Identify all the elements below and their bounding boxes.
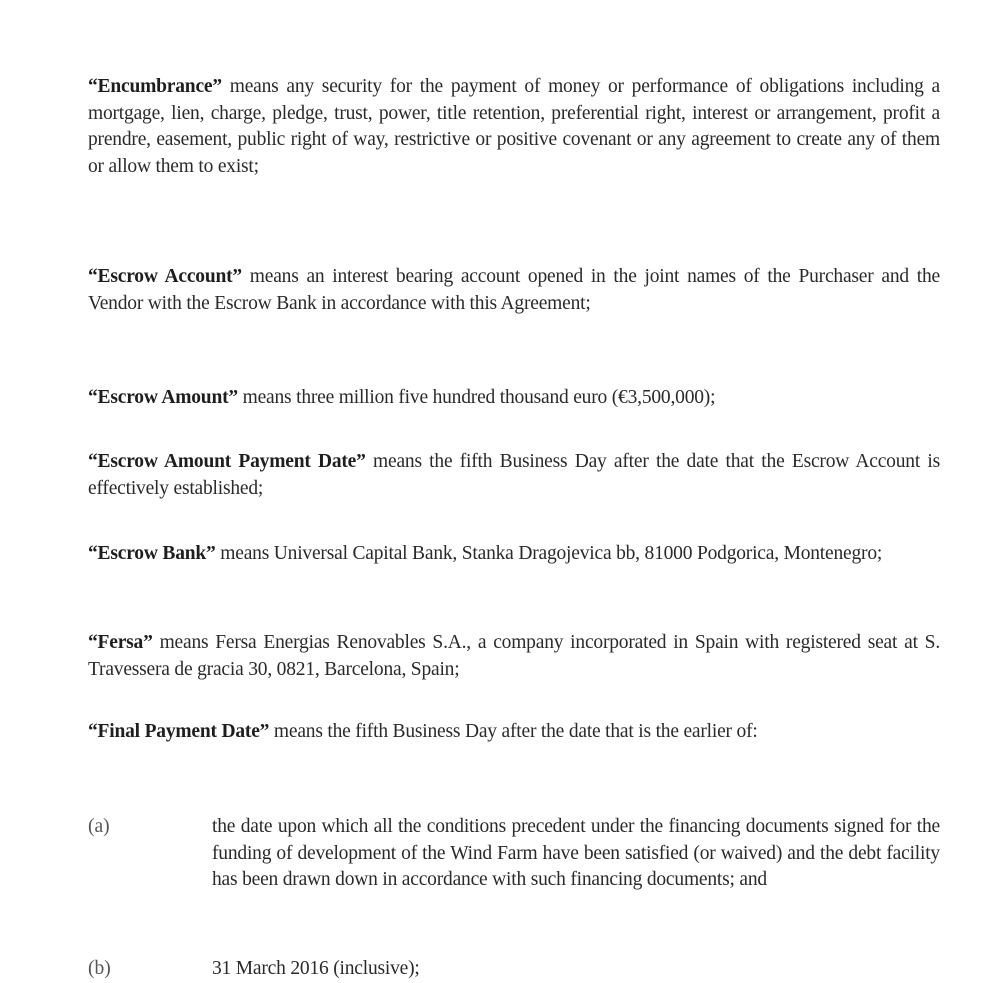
sub-item-text: the date upon which all the conditions precedent under the financing documents signed for the funding of development of the Wind Farm have been satisfied (or waived) and the debt facility has been drawn down in accordance with such financing documents; and [212,816,940,890]
definition-escrow-amount-payment-date [88,449,940,502]
definition-escrow-bank [88,541,940,568]
definition-text: means Universal Capital Bank, Stanka Dragojevica bb, 81000 Podgorica, Montenegro; [215,543,883,564]
sub-item-label: (b) [88,958,111,979]
sub-item-a [88,814,940,894]
definition-text: means three million five hundred thousand euro (€3,500,000); [237,387,716,408]
definition-text: means any security for the payment of money or performance of obligations including a mortgage, lien, charge, pledge, trust, power, title retention, preferential right, interest or arrangement, profit a prendre, easement, public right of way, restrictive or positive covenant or any agreement to create any of them or allow them to exist; [88,76,940,177]
sub-item-b [88,956,940,983]
defined-term: “Fersa” [88,632,153,653]
defined-term: “Final Payment Date” [88,721,270,742]
definition-text: means Fersa Energias Renovables S.A., a company incorporated in Spain with registered seat at S. Travessera de gracia 30, 0821, Barcelona, Spain; [88,632,940,680]
defined-term: “Encumbrance” [88,76,222,97]
definition-text: means the fifth Business Day after the date that is the earlier of: [269,721,758,742]
defined-term: “Escrow Amount Payment Date” [88,451,366,472]
sub-item-label: (a) [88,816,110,837]
defined-term: “Escrow Account” [88,266,242,287]
defined-term: “Escrow Bank” [88,543,216,564]
definition-escrow-account [88,264,940,317]
definition-text: means the fifth Business Day after the date that the Escrow Account is effectively established; [88,451,940,499]
defined-term: “Escrow Amount” [88,387,238,408]
sub-item-text: 31 March 2016 (inclusive); [212,958,420,979]
definition-fersa [88,630,940,683]
definition-escrow-amount [88,385,940,412]
definition-encumbrance [88,74,940,180]
definition-text: means an interest bearing account opened in the joint names of the Purchaser and the Vendor with the Escrow Bank in accordance with this Agreement; [88,266,940,314]
definition-final-payment-date [88,719,940,746]
